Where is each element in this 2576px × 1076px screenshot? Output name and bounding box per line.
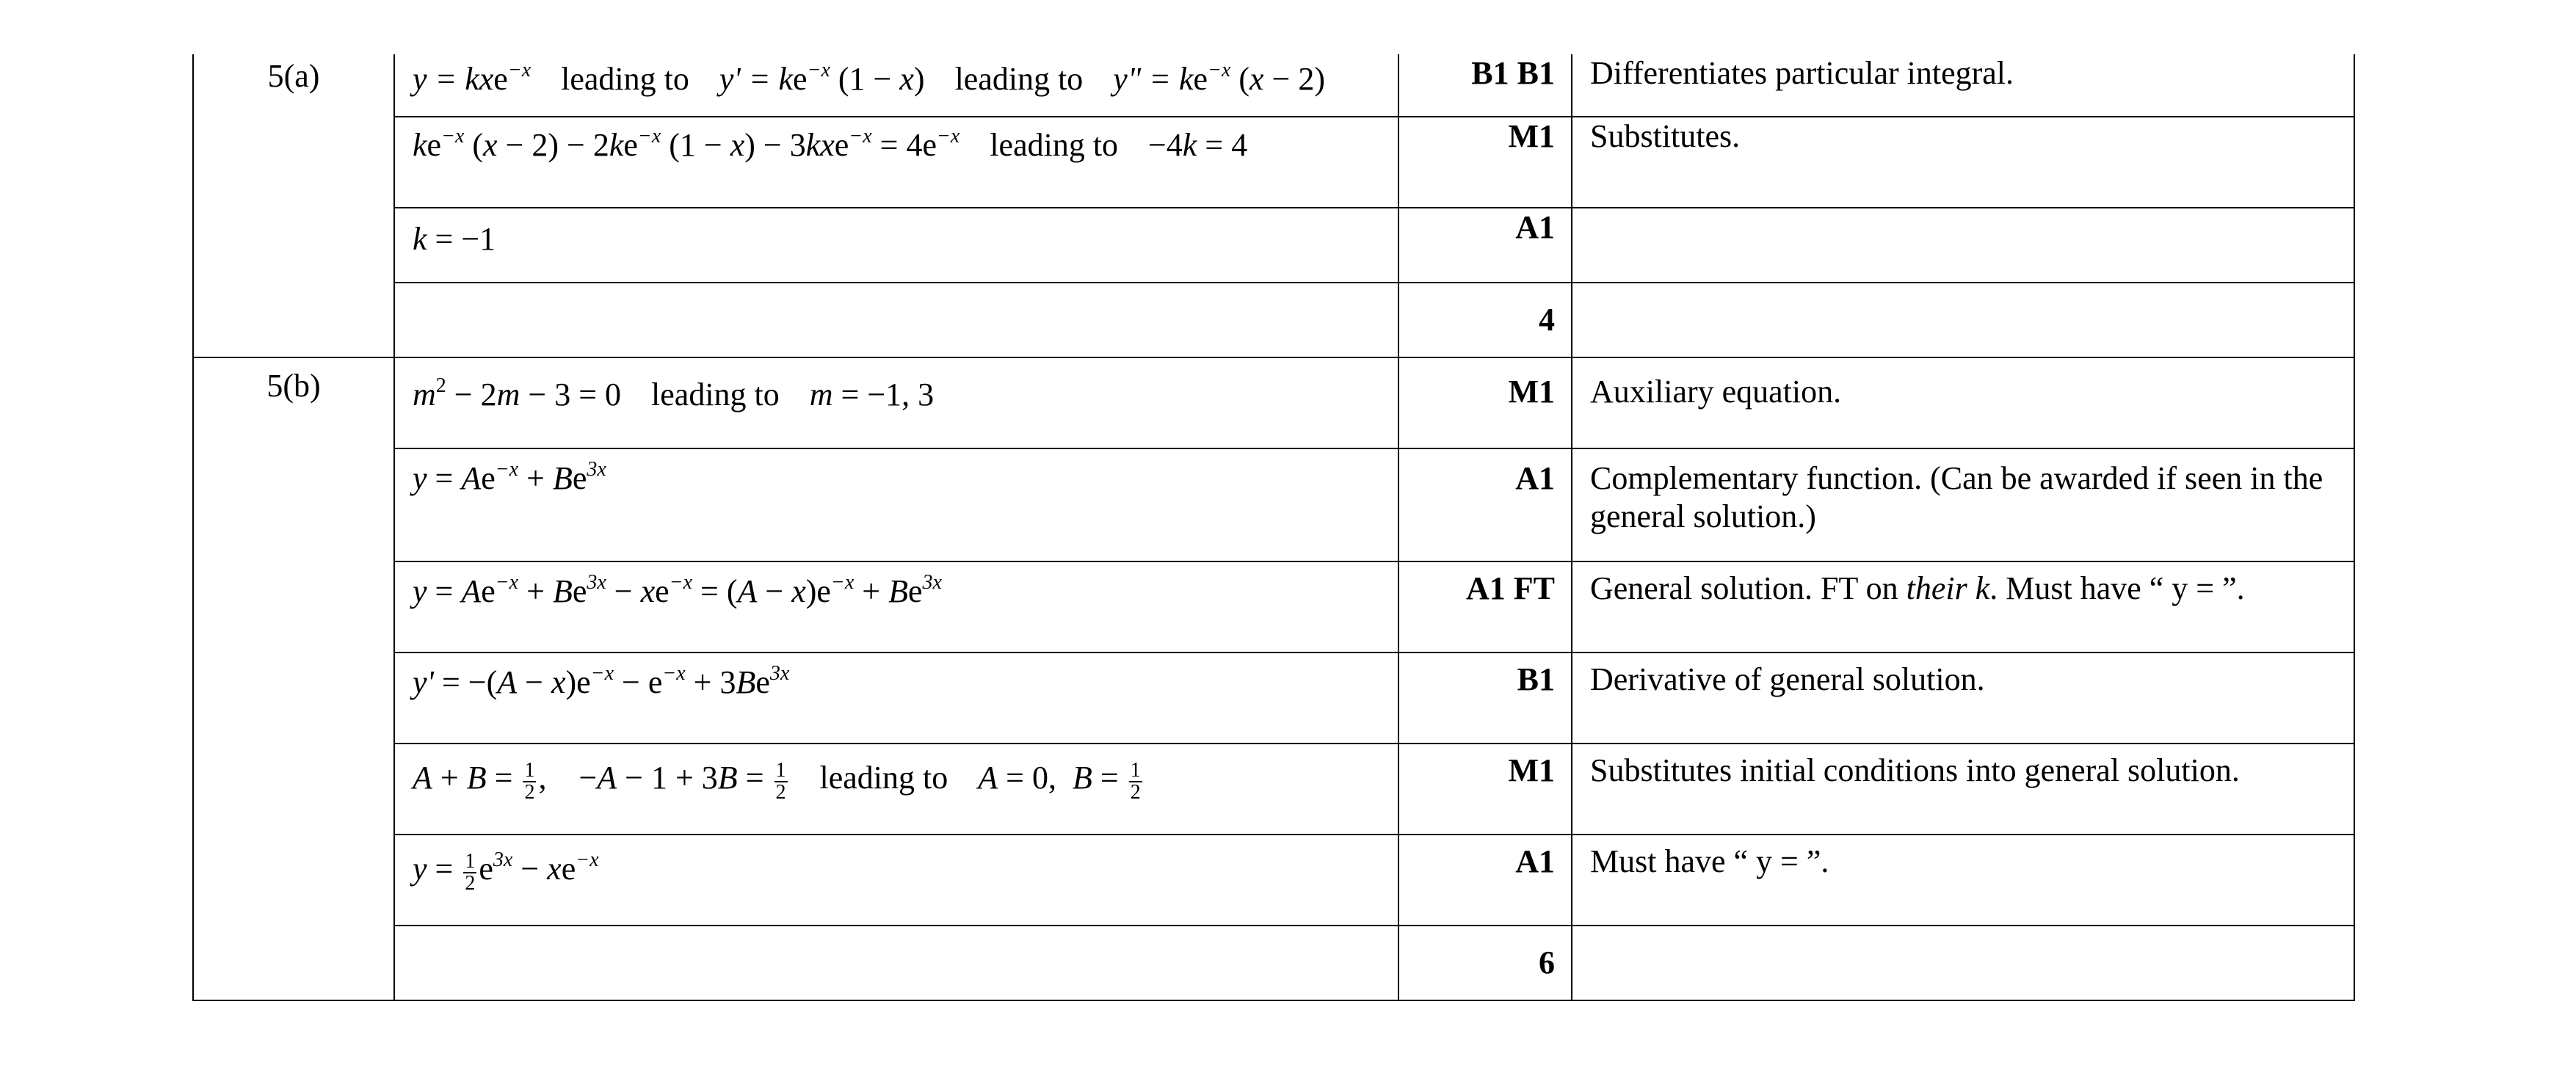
table-row xyxy=(193,357,2354,448)
mark-scheme-table xyxy=(192,54,2355,1001)
answer-cell xyxy=(394,652,1398,744)
math-expression: y = $\frac{1}{2}$ $e^{3x} - xe^{-x}$ xyxy=(413,848,599,895)
guidance-emphasis: their k xyxy=(1906,570,1990,606)
answer-cell xyxy=(394,448,1398,561)
math-expression: $ke^{-x}$ $(x - 2) - 2ke^{-x}$ $(1 - x) - 3kxe^{-x} = 4e^{-x}$ xyxy=(413,125,960,163)
table-row xyxy=(193,208,2354,283)
guidance-cell xyxy=(1572,926,2354,1000)
math-expression: A = 0, B = $\frac{1}{2}$ xyxy=(978,759,1141,804)
fraction-half: $\frac{1}{2}$ xyxy=(524,759,535,804)
fraction-half: $\frac{1}{2}$ xyxy=(775,759,786,804)
math-expression: $y' = ke^{-x}$ (1 − x) xyxy=(719,59,925,97)
guidance-cell: Must have “ y = ”. xyxy=(1572,835,2354,926)
mark-cell: M1 xyxy=(1398,744,1572,835)
math-expression: $y = Ae^{-x} + Be^{3x}$ xyxy=(413,458,606,496)
leading-to-text: leading to xyxy=(651,377,780,412)
question-number: 5(a) xyxy=(267,58,320,94)
guidance-cell xyxy=(1572,283,2354,357)
answer-cell xyxy=(394,926,1398,1000)
table-row xyxy=(193,54,2354,117)
guidance-cell: Complementary function. (Can be awarded if seen in the general solution.) xyxy=(1572,448,2354,561)
part-total: 6 xyxy=(1398,926,1572,1000)
guidance-cell: Auxiliary equation. xyxy=(1572,357,2354,448)
fraction-half: $\frac{1}{2}$ xyxy=(1130,759,1141,804)
table-row xyxy=(193,283,2354,357)
math-expression: −4k = 4 xyxy=(1148,127,1248,163)
guidance-text: General solution. FT on xyxy=(1590,570,1906,606)
guidance-cell: Derivative of general solution. xyxy=(1572,652,2354,744)
answer-cell xyxy=(394,283,1398,357)
leading-to-text: leading to xyxy=(954,61,1084,97)
table-row xyxy=(193,835,2354,926)
leading-to-text: leading to xyxy=(561,61,689,97)
guidance-text: . Must have “ y = ”. xyxy=(1989,570,2245,606)
question-number: 5(b) xyxy=(266,368,321,404)
math-expression: y" = $ke^{-x}$ (x − 2) xyxy=(1113,59,1326,97)
fraction-half: $\frac{1}{2}$ xyxy=(465,850,476,895)
math-expression: A + B = $\frac{1}{2}$ , −A − 1 + 3B = $\frac{1}{2}$ xyxy=(413,759,786,804)
guidance-cell xyxy=(1572,208,2354,283)
guidance-cell xyxy=(1572,561,2354,652)
math-expression: y = kxe$^{-x}$ xyxy=(413,59,531,97)
answer-cell xyxy=(394,835,1398,926)
answer-cell xyxy=(394,744,1398,835)
math-expression: $m^2 - 2m - 3 = 0$ xyxy=(413,374,622,412)
math-expression: m = −1, 3 xyxy=(809,377,935,412)
mark-cell: M1 xyxy=(1398,357,1572,448)
answer-cell xyxy=(394,208,1398,283)
question-number-cell xyxy=(193,357,394,1000)
mark-cell: A1 xyxy=(1398,835,1572,926)
table-row xyxy=(193,652,2354,744)
table-row xyxy=(193,117,2354,208)
mark-cell: B1 B1 xyxy=(1398,54,1572,117)
leading-to-text: leading to xyxy=(990,127,1119,163)
guidance-cell: Substitutes initial conditions into general solution. xyxy=(1572,744,2354,835)
guidance-cell: Differentiates particular integral. xyxy=(1572,54,2354,117)
table-row xyxy=(193,926,2354,1000)
mark-cell: A1 xyxy=(1398,448,1572,561)
math-expression: k = −1 xyxy=(413,221,496,257)
answer-cell xyxy=(394,561,1398,652)
leading-to-text: leading to xyxy=(819,760,948,796)
table-row xyxy=(193,448,2354,561)
mark-cell: A1 xyxy=(1398,208,1572,283)
table-row xyxy=(193,561,2354,652)
answer-cell xyxy=(394,357,1398,448)
mark-cell: A1 FT xyxy=(1398,561,1572,652)
mark-cell: B1 xyxy=(1398,652,1572,744)
answer-cell xyxy=(394,54,1398,117)
part-total: 4 xyxy=(1398,283,1572,357)
mark-cell: M1 xyxy=(1398,117,1572,208)
answer-cell xyxy=(394,117,1398,208)
math-expression: $y = Ae^{-x} + Be^{3x} - xe^{-x} = (A - x)e^{-x} + Be^{3x}$ xyxy=(413,571,942,609)
math-expression: $y' = -(A - x)e^{-x} - e^{-x} + 3Be^{3x}$ xyxy=(413,662,790,700)
table-row xyxy=(193,744,2354,835)
question-number-cell xyxy=(193,54,394,357)
guidance-cell: Substitutes. xyxy=(1572,117,2354,208)
